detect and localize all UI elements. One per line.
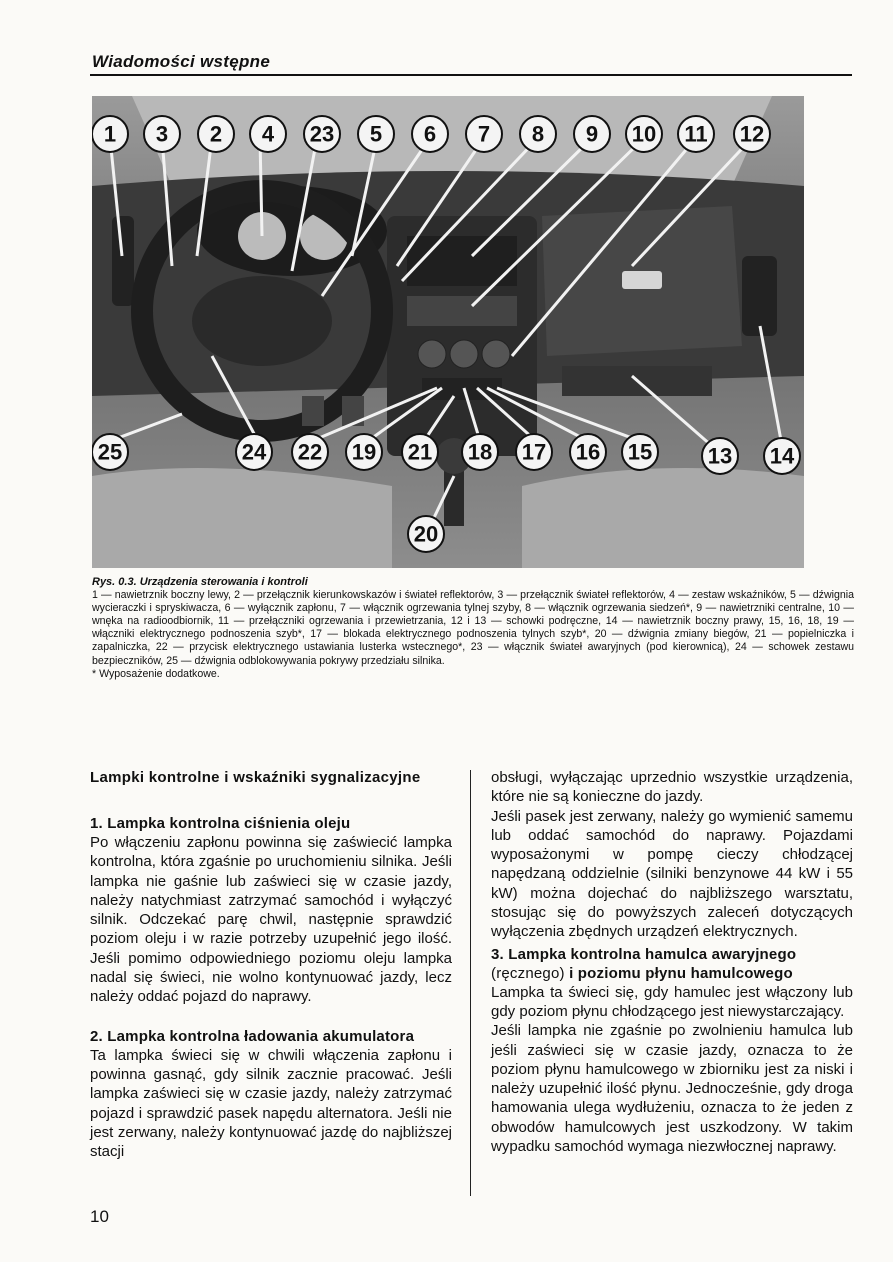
callout-14 <box>764 438 800 474</box>
figure-caption <box>92 576 854 681</box>
callout-22 <box>292 434 328 470</box>
belt-paragraph: Jeśli pasek jest zerwany, należy go wymienić samemu lub oddać samochód do naprawy. Pojazdami wyposażonymi w pompę cieczy chłodzącej napędzaną oddzielnie (silniki benzynowe 44 kW i 55 kW) można dojechać do najbliższego warsztatu, stosując się do powyższych zaleceń dotyczących wyłączenia zbędnych urządzeń elektrycznych. <box>491 807 853 941</box>
callout-15 <box>622 434 658 470</box>
right-column <box>491 768 853 1156</box>
item1-text: Po włączeniu zapłonu powinna się zaświecić lampka kontrolna, która zgaśnie po uruchomieniu silnika. Jeśli lampka nie gaśnie lub zaświeci się w czasie jazdy, należy natychmiast zatrzymać samochód i wyłączyć silnik. Odczekać parę chwil, następnie sprawdzić poziom oleju i w razie potrzeby uzupełnić jego ilość. Jeśli pomimo odpowiedniego poziomu oleju lampka nadal się świeci, nie wolno kontynuować jazdy, lecz należy oddać pojazd do naprawy. <box>90 834 452 1006</box>
svg-text:22: 22 <box>297 439 323 465</box>
callout-1 <box>92 116 128 152</box>
callout-4 <box>250 116 286 152</box>
callout-12 <box>734 116 770 152</box>
column-divider <box>470 770 471 1196</box>
svg-text:6: 6 <box>423 121 437 147</box>
callout-6 <box>412 116 448 152</box>
callout-2 <box>198 116 234 152</box>
glovebox-handle <box>622 271 662 289</box>
heater-knob-mid <box>450 340 478 368</box>
item3-title-part3: i poziomu płynu hamulcowego <box>564 964 793 982</box>
callout-3 <box>144 116 180 152</box>
item3-text1: Lampka ta świeci się, gdy hamulec jest włączony lub gdy poziom płynu chłodzącego jest niewystarczający. <box>491 983 853 1020</box>
svg-text:7: 7 <box>477 121 491 147</box>
svg-text:2: 2 <box>209 121 223 147</box>
svg-text:8: 8 <box>531 121 545 147</box>
item3-title <box>491 945 853 983</box>
item2-title: 2. Lampka kontrolna ładowania akumulatora <box>90 1027 415 1045</box>
svg-text:5: 5 <box>369 121 383 147</box>
callout-13 <box>702 438 738 474</box>
svg-text:18: 18 <box>467 439 493 465</box>
caption-body: 1 — nawietrznik boczny lewy, 2 — przełącznik kierunkowskazów i świateł reflektorów, 3 — przełącznik świateł reflektorów, 4 — zestaw wskaźników, 5 — dźwignia wycieraczki i spryskiwacza, 6 — wyłącznik zapłonu, 7 — włącznik ogrzewania tylnej szyby, 8 — włącznik ogrzewania siedzeń*, 9 — nawietrzniki centralne, 10 — wnęka na radioodbiornik, 11 — przełączniki ogrzewania i przewietrzania, 12 i 13 — schowki podręczne, 14 — nawietrznik boczny prawy, 15, 16, 18, 19 — włączniki elektrycznego podnoszenia szyb*, 17 — blokada elektrycznego podnoszenia tylnych szyb*, 20 — dźwignia zmiany biegów, 21 — popielniczka i zapalniczka, 22 — przycisk elektrycznego ustawiania lusterka wstecznego*, 23 — włącznik świateł awaryjnych (pod kierownicą), 24 — schowek zestawu bezpieczników, 25 — dźwignia odblokowywania pokrywy przedziału silnika. <box>92 589 854 667</box>
heater-knob-left <box>418 340 446 368</box>
radio-slot <box>407 296 517 326</box>
svg-text:4: 4 <box>261 121 275 147</box>
item2-text: Ta lampka świeci się w chwili włączenia zapłonu i powinna gasnąć, gdy silnik zacznie pracować. Jeśli lampka zaświeci się w czasie jazdy, należy zatrzymać pojazd i sprawdzić pasek napędu alternatora. Jeśli nie jest zerwany, należy kontynuować jazdę do najbliższej stacji <box>90 1046 452 1161</box>
svg-text:23: 23 <box>309 121 335 147</box>
svg-text:25: 25 <box>97 439 123 465</box>
left-column <box>90 768 452 1161</box>
svg-text:3: 3 <box>155 121 169 147</box>
callout-23 <box>304 116 340 152</box>
svg-text:9: 9 <box>585 121 599 147</box>
header-rule <box>90 74 852 76</box>
svg-text:24: 24 <box>241 439 267 465</box>
steering-hub <box>192 276 332 366</box>
section-title: Lampki kontrolne i wskaźniki sygnalizacyjne <box>90 769 421 786</box>
callout-11 <box>678 116 714 152</box>
caption-title: Rys. 0.3. Urządzenia sterowania i kontroli <box>92 576 308 588</box>
svg-text:1: 1 <box>103 121 117 147</box>
continued-paragraph: obsługi, wyłączając uprzednio wszystkie urządzenia, które nie są konieczne do jazdy. <box>491 769 853 806</box>
callout-17 <box>516 434 552 470</box>
callout-24 <box>236 434 272 470</box>
callout-20 <box>408 516 444 552</box>
item3-text2: Jeśli lampka nie zgaśnie po zwolnieniu hamulca lub jeśli zaświeci się w czasie jazdy, oznacza to że poziom płynu hamulcowego w zbiorniku jest za niski i należy uzupełnić ilość płynu. Jednocześnie, gdy droga hamowania ulega wydłużeniu, oznacza to że jeden z obwodów hamulcowych jest uszkodzony. W takim wypadku samochód wymaga niezwłocznej naprawy. <box>491 1022 853 1156</box>
svg-text:19: 19 <box>351 439 377 465</box>
callout-9 <box>574 116 610 152</box>
dashboard-photo <box>92 96 804 568</box>
item3-title-part2: (ręcznego) <box>491 964 565 982</box>
callout-18 <box>462 434 498 470</box>
callout-16 <box>570 434 606 470</box>
left-vent <box>112 216 134 306</box>
svg-text:20: 20 <box>413 521 439 547</box>
svg-text:11: 11 <box>684 121 708 147</box>
running-header: Wiadomości wstępne <box>92 52 271 71</box>
svg-text:10: 10 <box>631 121 657 147</box>
svg-text:16: 16 <box>575 439 601 465</box>
callout-19 <box>346 434 382 470</box>
dashboard-illustration <box>92 96 804 568</box>
svg-text:14: 14 <box>769 443 795 469</box>
item3-title-part1: 3. Lampka kontrolna hamulca awaryjnego <box>491 945 797 963</box>
left-seat <box>92 468 392 568</box>
heater-knob-right <box>482 340 510 368</box>
callout-21 <box>402 434 438 470</box>
callout-10 <box>626 116 662 152</box>
item1-title: 1. Lampka kontrolna ciśnienia oleju <box>90 815 351 832</box>
callout-8 <box>520 116 556 152</box>
svg-text:12: 12 <box>739 121 765 147</box>
svg-text:17: 17 <box>521 439 547 465</box>
callout-25 <box>92 434 128 470</box>
callout-7 <box>466 116 502 152</box>
svg-text:15: 15 <box>627 439 653 465</box>
callout-5 <box>358 116 394 152</box>
svg-text:13: 13 <box>707 443 733 469</box>
svg-text:21: 21 <box>407 439 433 465</box>
right-vent <box>742 256 777 336</box>
caption-footnote: * Wyposażenie dodatkowe. <box>92 667 220 680</box>
page-number: 10 <box>90 1207 109 1226</box>
pedal <box>302 396 324 426</box>
right-seat <box>522 468 804 568</box>
